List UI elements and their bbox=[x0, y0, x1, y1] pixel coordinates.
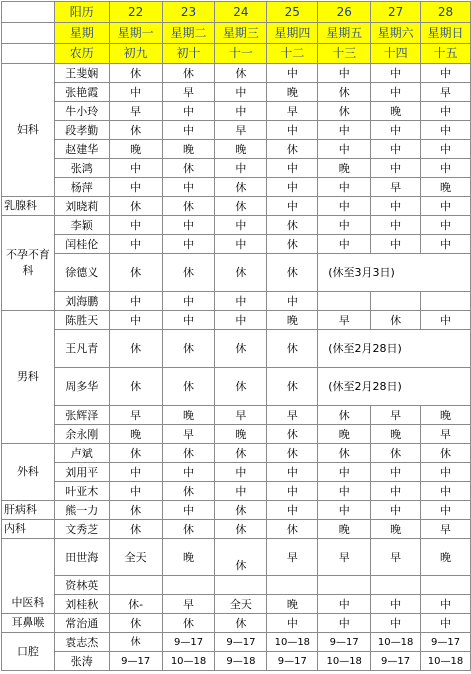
header-corner bbox=[2, 44, 55, 64]
shift-cell: 中 bbox=[318, 121, 371, 140]
table-row bbox=[2, 576, 471, 595]
shift-cell: 中 bbox=[421, 159, 471, 178]
leave-note: (休至3月3日) bbox=[318, 254, 471, 292]
shift-cell: 中 bbox=[162, 235, 215, 254]
shift-cell: 中 bbox=[421, 463, 471, 482]
shift-cell bbox=[318, 292, 371, 311]
table-row bbox=[2, 216, 471, 235]
shift-cell: 休 bbox=[109, 633, 162, 652]
staff-name: 牛小玲 bbox=[54, 102, 109, 121]
shift-cell: 9—18 bbox=[215, 652, 267, 671]
shift-cell: 中 bbox=[215, 159, 267, 178]
shift-cell: 休 bbox=[162, 197, 215, 216]
shift-cell: 早 bbox=[215, 406, 267, 425]
shift-cell: 休 bbox=[109, 197, 162, 216]
staff-name: 袁志杰 bbox=[54, 633, 109, 652]
shift-cell: 中 bbox=[318, 614, 371, 633]
weekday-cell: 星期五 bbox=[318, 23, 371, 44]
shift-cell: 晚 bbox=[371, 425, 421, 444]
header-corner bbox=[2, 2, 55, 23]
staff-name: 熊一力 bbox=[54, 501, 109, 520]
shift-cell: 中 bbox=[109, 83, 162, 102]
shift-cell: 全天 bbox=[109, 539, 162, 576]
date-cell: 25 bbox=[267, 2, 318, 23]
staff-name: 张鸿 bbox=[54, 159, 109, 178]
shift-cell: 中 bbox=[371, 216, 421, 235]
shift-cell: 休 bbox=[215, 368, 267, 406]
duty-schedule-table bbox=[1, 1, 471, 671]
shift-cell: 早 bbox=[162, 425, 215, 444]
lunar-label: 农历 bbox=[54, 44, 109, 64]
lunar-cell: 初九 bbox=[109, 44, 162, 64]
department-tcm: 中医科 bbox=[2, 539, 55, 614]
staff-name: 卢斌 bbox=[54, 444, 109, 463]
staff-name: 余永刚 bbox=[54, 425, 109, 444]
table-row bbox=[2, 102, 471, 121]
staff-name: 张艳霞 bbox=[54, 83, 109, 102]
shift-cell: 中 bbox=[215, 83, 267, 102]
shift-cell bbox=[109, 576, 162, 595]
shift-cell: 早 bbox=[421, 520, 471, 539]
shift-cell: 中 bbox=[318, 595, 371, 614]
shift-cell: 休 bbox=[162, 254, 215, 292]
date-cell: 27 bbox=[371, 2, 421, 23]
shift-cell: 晚 bbox=[162, 539, 215, 576]
leave-note: (休至2月28日) bbox=[318, 368, 471, 406]
shift-cell: 中 bbox=[215, 311, 267, 330]
shift-cell: 早 bbox=[318, 539, 371, 576]
shift-cell: 休 bbox=[267, 425, 318, 444]
shift-cell: 早 bbox=[267, 406, 318, 425]
staff-name: 田世海 bbox=[54, 539, 109, 576]
table-row bbox=[2, 406, 471, 425]
shift-cell: 中 bbox=[421, 482, 471, 501]
shift-cell: 晚 bbox=[318, 159, 371, 178]
department-surgery: 外科 bbox=[2, 444, 55, 501]
shift-cell: 休 bbox=[109, 368, 162, 406]
shift-cell: 10—18 bbox=[318, 652, 371, 671]
shift-cell: 中 bbox=[162, 102, 215, 121]
shift-cell: 中 bbox=[318, 463, 371, 482]
shift-cell: 休 bbox=[318, 102, 371, 121]
staff-name: 王凡青 bbox=[54, 330, 109, 368]
staff-name: 王斐娴 bbox=[54, 64, 109, 83]
date-cell: 22 bbox=[109, 2, 162, 23]
shift-cell: 早 bbox=[162, 595, 215, 614]
shift-cell: 早 bbox=[318, 311, 371, 330]
shift-cell: 休 bbox=[267, 444, 318, 463]
header-row-lunar bbox=[2, 44, 471, 64]
shift-cell: 9—17 bbox=[267, 652, 318, 671]
table-row bbox=[2, 178, 471, 197]
weekday-cell: 星期二 bbox=[162, 23, 215, 44]
shift-cell: 休 bbox=[162, 368, 215, 406]
shift-cell: 中 bbox=[109, 292, 162, 311]
shift-cell: 早 bbox=[162, 83, 215, 102]
shift-cell: 中 bbox=[371, 159, 421, 178]
shift-cell: 休 bbox=[162, 64, 215, 83]
shift-cell: 中 bbox=[109, 159, 162, 178]
staff-name: 徐德义 bbox=[54, 254, 109, 292]
shift-cell: 9—17 bbox=[215, 633, 267, 652]
shift-cell bbox=[162, 576, 215, 595]
shift-cell: 晚 bbox=[109, 140, 162, 159]
shift-cell: 中 bbox=[421, 121, 471, 140]
shift-cell: 中 bbox=[371, 121, 421, 140]
table-row bbox=[2, 235, 471, 254]
shift-cell: 休 bbox=[421, 444, 471, 463]
shift-cell: 中 bbox=[109, 311, 162, 330]
shift-cell: 休 bbox=[162, 159, 215, 178]
shift-cell: 中 bbox=[318, 178, 371, 197]
staff-name: 周多华 bbox=[54, 368, 109, 406]
shift-cell: 中 bbox=[421, 311, 471, 330]
table-row bbox=[2, 254, 471, 292]
shift-cell: 10—18 bbox=[421, 652, 471, 671]
table-row bbox=[2, 425, 471, 444]
lunar-cell: 十五 bbox=[421, 44, 471, 64]
shift-cell: 中 bbox=[162, 178, 215, 197]
shift-cell: 休 bbox=[267, 520, 318, 539]
shift-cell: 中 bbox=[371, 140, 421, 159]
shift-cell: 中 bbox=[215, 102, 267, 121]
shift-cell: 中 bbox=[318, 140, 371, 159]
shift-cell: 10—18 bbox=[371, 633, 421, 652]
weekday-cell: 星期六 bbox=[371, 23, 421, 44]
shift-cell: 休 bbox=[215, 197, 267, 216]
header-corner bbox=[2, 23, 55, 44]
shift-cell bbox=[215, 576, 267, 595]
shift-cell: 中 bbox=[109, 482, 162, 501]
department-internal: 内科 bbox=[2, 520, 55, 539]
staff-name: 张辉泽 bbox=[54, 406, 109, 425]
shift-cell: 中 bbox=[421, 235, 471, 254]
shift-cell: 晚 bbox=[421, 406, 471, 425]
shift-cell: 中 bbox=[215, 292, 267, 311]
staff-name: 杨萍 bbox=[54, 178, 109, 197]
shift-cell bbox=[318, 576, 371, 595]
shift-cell: 休 bbox=[109, 444, 162, 463]
shift-cell: 中 bbox=[109, 463, 162, 482]
shift-cell: 9—17 bbox=[371, 652, 421, 671]
shift-cell: 中 bbox=[162, 463, 215, 482]
table-row bbox=[2, 311, 471, 330]
shift-cell: 休 bbox=[109, 520, 162, 539]
date-cell: 26 bbox=[318, 2, 371, 23]
table-row bbox=[2, 159, 471, 178]
shift-cell: 中 bbox=[371, 235, 421, 254]
shift-cell: 中 bbox=[267, 463, 318, 482]
shift-cell: 中 bbox=[421, 595, 471, 614]
shift-cell: 晚 bbox=[267, 595, 318, 614]
table-row bbox=[2, 633, 471, 652]
table-row bbox=[2, 501, 471, 520]
shift-cell bbox=[371, 292, 421, 311]
shift-cell: 休 bbox=[162, 482, 215, 501]
table-row bbox=[2, 64, 471, 83]
shift-cell: 中 bbox=[318, 235, 371, 254]
shift-cell: 早 bbox=[371, 539, 421, 576]
department-dental: 口腔 bbox=[2, 633, 55, 671]
department-andrology: 男科 bbox=[2, 311, 55, 444]
shift-cell: 中 bbox=[318, 197, 371, 216]
weekday-cell: 星期一 bbox=[109, 23, 162, 44]
shift-cell: 早 bbox=[109, 102, 162, 121]
shift-cell: 中 bbox=[267, 501, 318, 520]
weekday-cell: 星期日 bbox=[421, 23, 471, 44]
shift-cell: 中 bbox=[267, 64, 318, 83]
table-row bbox=[2, 482, 471, 501]
shift-cell: 晚 bbox=[162, 140, 215, 159]
shift-cell: 中 bbox=[371, 197, 421, 216]
staff-name: 刘晓莉 bbox=[54, 197, 109, 216]
shift-cell: 中 bbox=[371, 83, 421, 102]
shift-cell: 休 bbox=[267, 216, 318, 235]
shift-cell: 中 bbox=[371, 614, 421, 633]
table-row bbox=[2, 520, 471, 539]
shift-cell: 休 bbox=[162, 520, 215, 539]
shift-cell: 晚 bbox=[371, 102, 421, 121]
shift-cell: 休 bbox=[267, 330, 318, 368]
shift-cell: 中 bbox=[162, 501, 215, 520]
shift-cell: 晚 bbox=[421, 539, 471, 576]
shift-cell: 中 bbox=[421, 197, 471, 216]
staff-name: 文秀芝 bbox=[54, 520, 109, 539]
shift-cell: 休 bbox=[109, 330, 162, 368]
solar-label: 阳历 bbox=[54, 2, 109, 23]
shift-cell: 休 bbox=[215, 64, 267, 83]
staff-name: 闰桂伦 bbox=[54, 235, 109, 254]
staff-name: 张涛 bbox=[54, 652, 109, 671]
shift-cell: 中 bbox=[371, 463, 421, 482]
shift-cell: 晚 bbox=[267, 83, 318, 102]
table-row bbox=[2, 292, 471, 311]
leave-note: (休至2月28日) bbox=[318, 330, 471, 368]
shift-cell: 中 bbox=[267, 178, 318, 197]
shift-cell: 早 bbox=[371, 178, 421, 197]
shift-cell: 10—18 bbox=[162, 652, 215, 671]
shift-cell: 中 bbox=[267, 159, 318, 178]
shift-cell: 休 bbox=[371, 311, 421, 330]
table-row bbox=[2, 539, 471, 576]
shift-cell bbox=[267, 576, 318, 595]
shift-cell: 休 bbox=[162, 614, 215, 633]
shift-cell: 中 bbox=[267, 121, 318, 140]
shift-cell: 休 bbox=[162, 444, 215, 463]
shift-cell: 休 bbox=[267, 140, 318, 159]
shift-cell: 9—17 bbox=[109, 652, 162, 671]
shift-cell: 休 bbox=[215, 444, 267, 463]
lunar-cell: 十一 bbox=[215, 44, 267, 64]
shift-cell: 中 bbox=[215, 235, 267, 254]
shift-cell bbox=[421, 576, 471, 595]
staff-name: 刘用平 bbox=[54, 463, 109, 482]
shift-cell: 中 bbox=[162, 216, 215, 235]
weekday-cell: 星期三 bbox=[215, 23, 267, 44]
header-row-weekday bbox=[2, 23, 471, 44]
department-infertility: 不孕不育科 bbox=[2, 216, 55, 311]
department-hepatology: 肝病科 bbox=[2, 501, 55, 520]
staff-name: 赵建华 bbox=[54, 140, 109, 159]
shift-cell: 中 bbox=[267, 614, 318, 633]
table-row bbox=[2, 444, 471, 463]
shift-cell: 休 bbox=[215, 539, 267, 576]
shift-cell: 中 bbox=[421, 140, 471, 159]
lunar-cell: 十二 bbox=[267, 44, 318, 64]
shift-cell: 晚 bbox=[109, 425, 162, 444]
staff-name: 常治通 bbox=[54, 614, 109, 633]
date-cell: 28 bbox=[421, 2, 471, 23]
shift-cell: 休 bbox=[215, 254, 267, 292]
table-row bbox=[2, 368, 471, 406]
shift-cell: 全天 bbox=[215, 595, 267, 614]
table-row bbox=[2, 121, 471, 140]
shift-cell: 休 bbox=[109, 254, 162, 292]
shift-cell: 早 bbox=[267, 539, 318, 576]
staff-name: 段孝勤 bbox=[54, 121, 109, 140]
shift-cell: 早 bbox=[267, 102, 318, 121]
shift-cell: 休 bbox=[371, 444, 421, 463]
shift-cell: 中 bbox=[215, 482, 267, 501]
shift-cell: 休 bbox=[109, 501, 162, 520]
shift-cell: 中 bbox=[318, 501, 371, 520]
shift-cell: 休 bbox=[267, 235, 318, 254]
shift-cell: 休 bbox=[215, 520, 267, 539]
shift-cell: 早 bbox=[109, 406, 162, 425]
shift-cell: 休 bbox=[109, 64, 162, 83]
shift-cell: 中 bbox=[318, 64, 371, 83]
shift-cell: 早 bbox=[421, 425, 471, 444]
department-breast: 乳腺科 bbox=[2, 197, 55, 216]
shift-cell: 中 bbox=[371, 64, 421, 83]
staff-name: 叶亚木 bbox=[54, 482, 109, 501]
shift-cell: 中 bbox=[267, 292, 318, 311]
table-row bbox=[2, 652, 471, 671]
shift-cell bbox=[371, 576, 421, 595]
shift-cell: 中 bbox=[421, 64, 471, 83]
shift-cell: 中 bbox=[371, 482, 421, 501]
lunar-cell: 初十 bbox=[162, 44, 215, 64]
shift-cell: 晚 bbox=[421, 178, 471, 197]
staff-name: 资林英 bbox=[54, 576, 109, 595]
table-row bbox=[2, 83, 471, 102]
header-row-solar bbox=[2, 2, 471, 23]
shift-cell: 10—18 bbox=[267, 633, 318, 652]
table-row bbox=[2, 595, 471, 614]
date-cell: 24 bbox=[215, 2, 267, 23]
shift-cell: 晚 bbox=[162, 406, 215, 425]
shift-cell: 中 bbox=[371, 501, 421, 520]
shift-cell: 中 bbox=[318, 482, 371, 501]
table-row bbox=[2, 197, 471, 216]
shift-cell: 中 bbox=[371, 595, 421, 614]
shift-cell: 中 bbox=[162, 121, 215, 140]
shift-cell: 休 bbox=[318, 444, 371, 463]
shift-cell: 中 bbox=[109, 216, 162, 235]
shift-cell: 休- bbox=[109, 595, 162, 614]
shift-cell: 休 bbox=[318, 83, 371, 102]
lunar-cell: 十三 bbox=[318, 44, 371, 64]
shift-cell: 休 bbox=[215, 178, 267, 197]
shift-cell: 中 bbox=[421, 102, 471, 121]
shift-cell: 晚 bbox=[318, 425, 371, 444]
shift-cell: 休 bbox=[267, 254, 318, 292]
shift-cell: 9—17 bbox=[421, 633, 471, 652]
shift-cell: 晚 bbox=[267, 311, 318, 330]
shift-cell: 晚 bbox=[371, 520, 421, 539]
shift-cell: 休 bbox=[267, 368, 318, 406]
lunar-cell: 十四 bbox=[371, 44, 421, 64]
shift-cell: 早 bbox=[421, 83, 471, 102]
shift-cell: 中 bbox=[267, 197, 318, 216]
shift-cell: 中 bbox=[421, 614, 471, 633]
shift-cell: 晚 bbox=[215, 425, 267, 444]
shift-cell: 9—17 bbox=[318, 633, 371, 652]
shift-cell: 中 bbox=[109, 178, 162, 197]
shift-cell: 休 bbox=[109, 614, 162, 633]
shift-cell bbox=[421, 292, 471, 311]
shift-cell: 中 bbox=[215, 463, 267, 482]
shift-cell: 中 bbox=[215, 216, 267, 235]
shift-cell: 9—17 bbox=[162, 633, 215, 652]
table-row bbox=[2, 140, 471, 159]
shift-cell: 中 bbox=[267, 482, 318, 501]
shift-cell: 早 bbox=[215, 121, 267, 140]
weekday-cell: 星期四 bbox=[267, 23, 318, 44]
shift-cell: 晚 bbox=[215, 140, 267, 159]
shift-cell: 中 bbox=[421, 216, 471, 235]
table-row bbox=[2, 330, 471, 368]
shift-cell: 休 bbox=[215, 330, 267, 368]
staff-name: 刘海鹏 bbox=[54, 292, 109, 311]
shift-cell: 休 bbox=[109, 121, 162, 140]
shift-cell: 休 bbox=[215, 614, 267, 633]
staff-name: 刘桂秋 bbox=[54, 595, 109, 614]
department-ent: 耳鼻喉 bbox=[2, 614, 55, 633]
shift-cell: 中 bbox=[421, 501, 471, 520]
staff-name: 陈胜天 bbox=[54, 311, 109, 330]
date-cell: 23 bbox=[162, 2, 215, 23]
table-row bbox=[2, 614, 471, 633]
shift-cell: 中 bbox=[162, 292, 215, 311]
shift-cell: 早 bbox=[371, 406, 421, 425]
shift-cell: 休 bbox=[318, 406, 371, 425]
weekday-label: 星期 bbox=[54, 23, 109, 44]
shift-cell: 休 bbox=[162, 330, 215, 368]
shift-cell: 晚 bbox=[318, 520, 371, 539]
staff-name: 李颖 bbox=[54, 216, 109, 235]
shift-cell: 中 bbox=[318, 216, 371, 235]
shift-cell: 休 bbox=[215, 501, 267, 520]
table-row bbox=[2, 463, 471, 482]
shift-cell: 中 bbox=[162, 311, 215, 330]
shift-cell: 中 bbox=[109, 235, 162, 254]
department-obgyn: 妇科 bbox=[2, 64, 55, 197]
